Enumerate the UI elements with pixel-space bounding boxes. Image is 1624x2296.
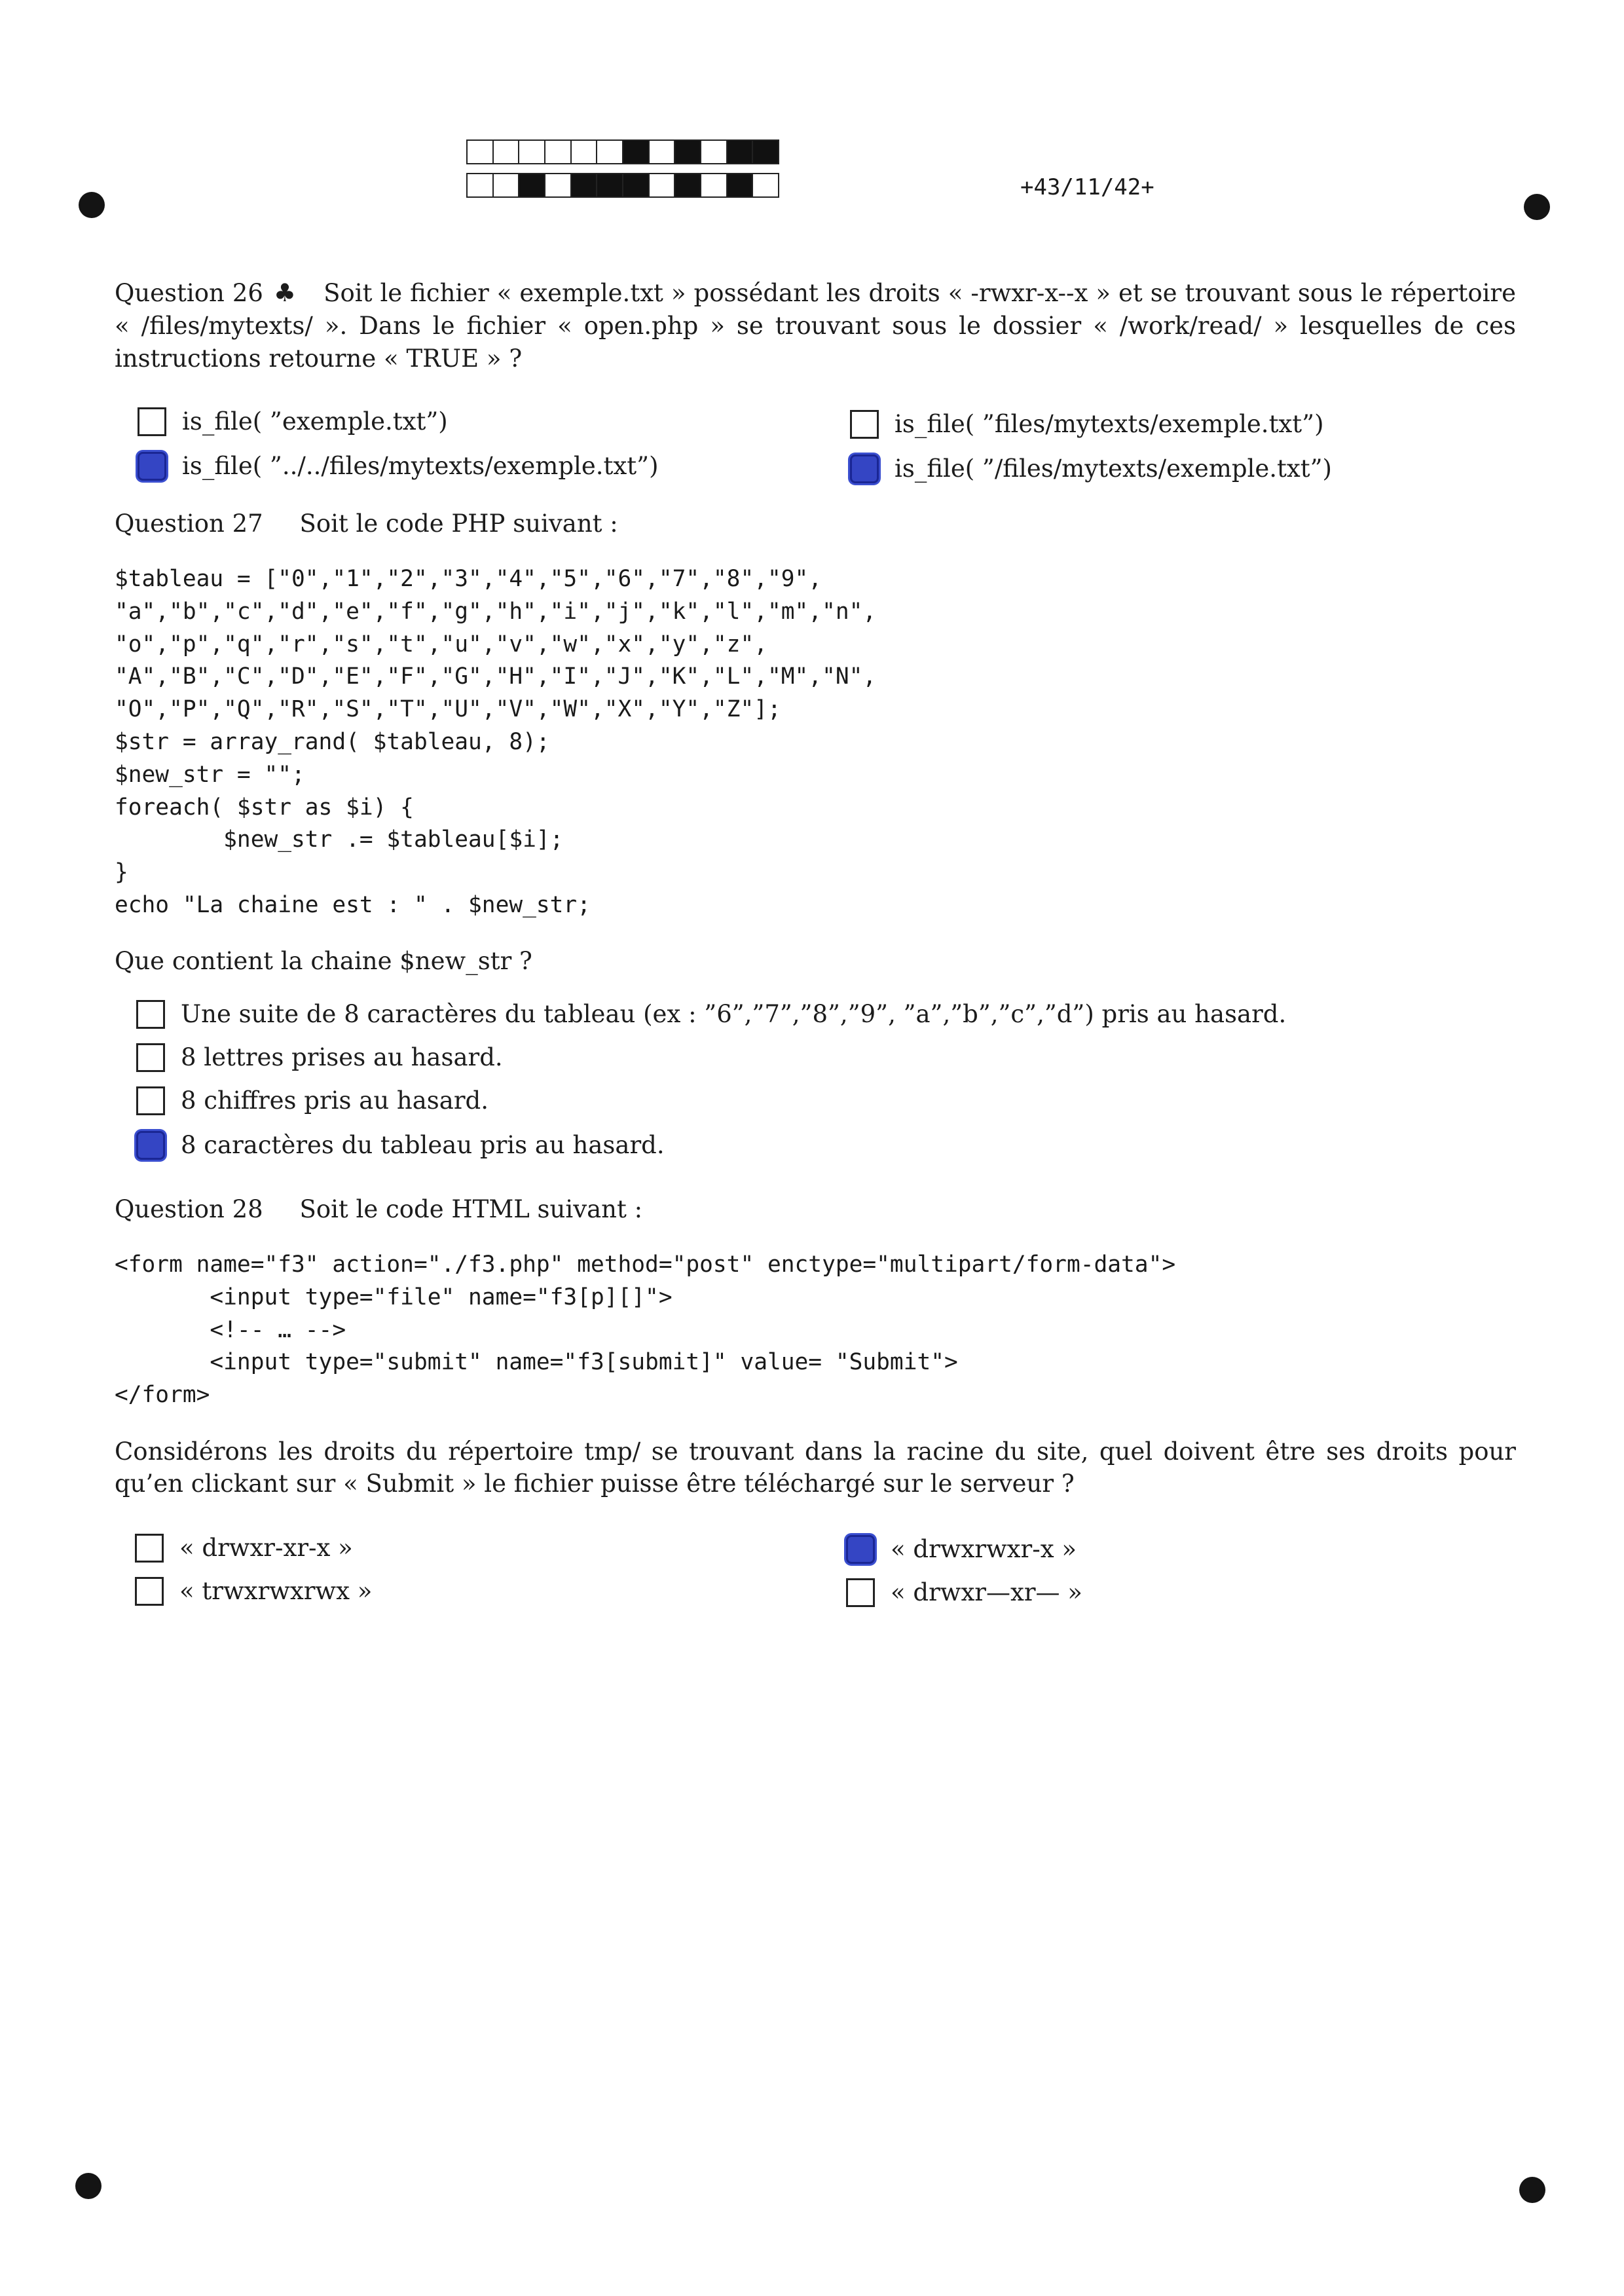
q28-option-3[interactable] [846,1534,1077,1565]
barcode-cell [701,141,728,163]
q28-option-1[interactable] [135,1532,353,1564]
code-line: </form> [115,1382,210,1409]
page-identifier: +43/11/42+ [1020,174,1154,200]
barcode-cell [753,141,778,163]
question-27-prompt: Que contient la chaine $new_str ? [115,947,532,975]
checkbox-checked[interactable] [850,454,879,483]
q26-option-3[interactable] [850,409,1324,440]
question-28-text: Soit le code HTML suivant : [299,1195,643,1223]
checkbox[interactable] [136,1000,165,1029]
barcode-cell [572,141,598,163]
q27-option-1[interactable] [136,999,1286,1030]
barcode-cell [545,174,572,196]
code-line: $tableau = ["0","1","2","3","4","5","6","7","8","9", [115,566,822,592]
checkbox[interactable] [846,1578,875,1607]
code-line: <input type="submit" name="f3[submit]" value= "Submit"> [115,1349,958,1376]
checkbox[interactable] [135,1534,164,1563]
question-28 [115,1193,1516,1226]
barcode-cell [675,174,701,196]
barcode-cell [468,174,494,196]
option-label: is_file( ”exemple.txt”) [182,407,448,435]
barcode-cell [494,141,520,163]
checkbox[interactable] [138,407,166,436]
code-line: } [115,859,128,886]
registration-mark-top-left [79,192,105,218]
option-label: Une suite de 8 caractères du tableau (ex : ”6”,”7”,”8”,”9”, ”a”,”b”,”c”,”d”) pris au hasard. [181,1000,1287,1028]
barcode-cell [597,141,623,163]
q26-option-2[interactable] [138,451,659,482]
barcode-cell [728,141,754,163]
barcode-cell [623,141,650,163]
q28-option-4[interactable] [846,1577,1082,1608]
checkbox-checked[interactable] [136,1131,165,1160]
code-line: foreach( $str as $i) { [115,794,414,821]
php-code-block [115,563,876,922]
option-label: is_file( ”files/mytexts/exemple.txt”) [895,410,1324,438]
barcode-cell [572,174,598,196]
code-line: <!-- … --> [115,1316,346,1343]
option-label: is_file( ”/files/mytexts/exemple.txt”) [895,454,1332,483]
code-line: "O","P","Q","R","S","T","U","V","W","X","Y","Z"]; [115,696,781,723]
option-label: « drwxrwxr-x » [891,1535,1077,1563]
barcode-cell [519,141,545,163]
barcode-row-top [466,139,779,164]
option-label: « drwxr—xr— » [891,1578,1082,1606]
checkbox-checked[interactable] [846,1535,875,1564]
code-line: $str = array_rand( $tableau, 8); [115,728,550,755]
barcode-cell [675,141,701,163]
code-line: <form name="f3" action="./f3.php" method="post" enctype="multipart/form-data"> [115,1251,1176,1278]
question-28-label: Question 28 [115,1195,263,1223]
q27-option-3[interactable] [136,1085,489,1117]
registration-mark-top-right [1524,194,1550,220]
code-line: "o","p","q","r","s","t","u","v","w","x","y","z", [115,631,767,657]
barcode-cell [753,174,778,196]
barcode-cell [650,174,676,196]
club-icon: ♣ [273,278,297,307]
question-26-label: Question 26 [115,279,263,307]
code-line: echo "La chaine est : " . $new_str; [115,891,591,918]
barcode-cell [650,141,676,163]
barcode-cell [519,174,545,196]
html-code-block [115,1249,1175,1412]
question-26-text: Soit le fichier « exemple.txt » possédant les droits « -rwxr-x--x » et se trouvant sous le répertoire « /files/mytexts/ ». Dans le fichier « open.php » se trouvant sous le dossier « /work/read/ » lesquelles de ces instructions retourne « TRUE » ? [115,279,1517,373]
checkbox[interactable] [135,1577,164,1606]
registration-mark-bottom-right [1519,2177,1545,2203]
code-line: $new_str = ""; [115,761,305,788]
code-line: "A","B","C","D","E","F","G","H","I","J","K","L","M","N", [115,663,877,690]
question-28-prompt: Considérons les droits du répertoire tmp/ se trouvant dans la racine du site, quel doivent être ses droits pour qu’en clickant sur « Submit » le fichier puisse être téléchargé sur le serveur ? [115,1437,1516,1498]
checkbox[interactable] [136,1086,165,1115]
q26-option-4[interactable] [850,453,1332,485]
option-label: « drwxr-xr-x » [179,1534,353,1562]
barcode-cell [701,174,728,196]
question-26 [115,276,1516,375]
checkbox[interactable] [850,410,879,439]
question-27-text: Soit le code PHP suivant : [299,509,618,538]
option-label: 8 chiffres pris au hasard. [181,1086,489,1115]
option-label: « trwxrwxrwx » [179,1577,373,1605]
q27-option-4[interactable] [136,1130,665,1161]
code-line: <input type="file" name="f3[p][]"> [115,1284,673,1310]
checkbox[interactable] [136,1043,165,1072]
q28-option-2[interactable] [135,1576,372,1607]
q26-option-1[interactable] [138,406,448,437]
code-line: $new_str .= $tableau[$i]; [115,826,564,853]
option-label: 8 caractères du tableau pris au hasard. [181,1131,665,1159]
question-27 [115,508,1516,540]
barcode-cell [728,174,754,196]
barcode-cell [494,174,520,196]
barcode-cell [545,141,572,163]
checkbox-checked[interactable] [138,452,166,481]
question-27-label: Question 27 [115,509,263,538]
code-line: "a","b","c","d","e","f","g","h","i","j","k","l","m","n", [115,598,877,625]
registration-mark-bottom-left [75,2173,101,2199]
option-label: is_file( ”../../files/mytexts/exemple.txt”) [182,452,659,480]
barcode-row-bottom [466,173,779,198]
option-label: 8 lettres prises au hasard. [181,1043,503,1071]
q27-option-2[interactable] [136,1042,503,1073]
barcode-cell [468,141,494,163]
barcode-cell [623,174,650,196]
barcode-cell [597,174,623,196]
